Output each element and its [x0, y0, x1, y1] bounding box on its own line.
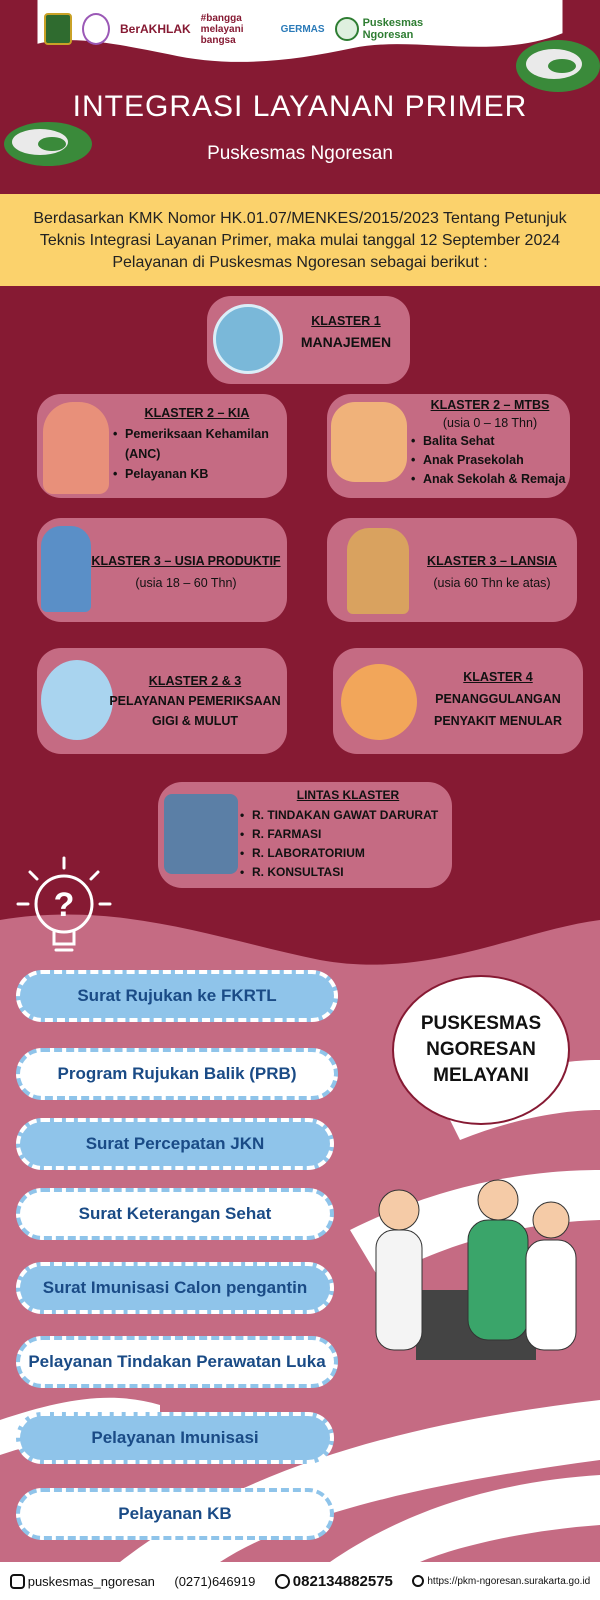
phone-number: (0271)646919	[174, 1573, 256, 1589]
pregnant-couple-illustration-icon	[43, 402, 109, 494]
service-button[interactable]: Pelayanan Imunisasi	[16, 1412, 334, 1464]
intro-text: Berdasarkan KMK Nomor HK.01.07/MENKES/2015/2023 Tentang Petunjuk Teknis Integrasi Layanan Primer, maka mulai tanggal 12 September 2024 Pelayanan di Puskesmas Ngoresan sebagai berikut :	[0, 194, 600, 286]
germas-logo: GERMAS	[280, 23, 325, 35]
list-item: • R. LABORATORIUM	[240, 844, 452, 863]
bubble-line: NGORESAN	[426, 1039, 536, 1060]
speech-bubble	[392, 975, 570, 1125]
cluster-2-kia-card	[37, 394, 287, 498]
cluster-3-elderly-title: KLASTER 3 – LANSIA	[427, 554, 557, 568]
cluster-dental-title: KLASTER 2 & 3	[148, 674, 242, 688]
page-subtitle: Puskesmas Ngoresan	[207, 143, 393, 164]
children-illustration-icon	[331, 402, 407, 482]
footer-instagram[interactable]	[10, 1574, 155, 1589]
solo-logo-icon	[82, 13, 110, 45]
cluster-3-productive-subtitle: (usia 18 – 60 Thn)	[135, 576, 237, 590]
bubble-line: MELAYANI	[433, 1065, 529, 1086]
logo-row	[44, 8, 484, 50]
puskesmas-cross-icon	[335, 17, 359, 41]
cluster-3-productive-title: KLASTER 3 – USIA PRODUKTIF	[91, 554, 281, 568]
cluster-dental-subtitle: GIGI & MULUT	[151, 714, 239, 728]
globe-icon	[412, 1575, 424, 1587]
service-button[interactable]: Surat Percepatan JKN	[16, 1118, 334, 1170]
whatsapp-icon	[275, 1574, 290, 1589]
website-url: https://pkm-ngoresan.surakarta.go.id	[427, 1575, 591, 1587]
footer-website[interactable]	[412, 1575, 590, 1587]
service-button[interactable]: Pelayanan Tindakan Perawatan Luka	[16, 1336, 338, 1388]
cross-cluster-card	[158, 782, 452, 888]
berakhlak-logo: BerAKHLAK	[120, 22, 191, 36]
instagram-handle: puskesmas_ngoresan	[27, 1573, 155, 1589]
cluster-2-mtbs-list	[411, 432, 569, 489]
cluster-4-subtitle: PENYAKIT MENULAR	[433, 714, 563, 728]
question-bulb-icon	[14, 852, 114, 962]
list-item: • Balita Sehat	[411, 432, 569, 451]
footer-phone[interactable]	[174, 1574, 255, 1589]
surakarta-seal-icon	[44, 13, 72, 45]
cluster-dental-card	[37, 648, 287, 754]
puskesmas-logo: Puskesmas Ngoresan	[335, 17, 415, 41]
management-illustration-icon	[213, 304, 283, 374]
bubble-line: PUSKESMAS	[420, 1013, 542, 1034]
dental-illustration-icon	[41, 660, 113, 740]
service-button[interactable]: Surat Rujukan ke FKRTL	[16, 970, 338, 1022]
list-item: • R. TINDAKAN GAWAT DARURAT	[240, 806, 452, 825]
cluster-3-productive-card	[37, 518, 287, 622]
cluster-2-mtbs-card	[327, 394, 570, 498]
page-title: INTEGRASI LAYANAN PRIMER	[72, 90, 528, 123]
cluster-1-card	[207, 296, 410, 384]
list-item: • Anak Sekolah & Remaja	[411, 470, 569, 489]
service-button[interactable]: Surat Imunisasi Calon pengantin	[16, 1262, 334, 1314]
cross-cluster-list	[240, 806, 452, 882]
list-item: • Pelayanan KB	[113, 464, 285, 484]
list-item: • Pemeriksaan Kehamilan (ANC)	[113, 424, 285, 464]
list-item: • Anak Prasekolah	[411, 451, 569, 470]
service-button[interactable]: Program Rujukan Balik (PRB)	[16, 1048, 338, 1100]
cluster-4-subtitle: PENANGGULANGAN	[435, 692, 561, 706]
svg-text:?: ?	[53, 886, 75, 924]
hospital-room-illustration-icon	[164, 794, 238, 874]
cluster-3-elderly-card	[327, 518, 577, 622]
whatsapp-number: 082134882575	[292, 1572, 393, 1590]
cluster-1-title: KLASTER 1	[311, 314, 381, 328]
virus-illustration-icon	[341, 664, 417, 740]
instagram-icon	[10, 1574, 25, 1589]
adult-couple-illustration-icon	[41, 526, 91, 612]
footer-whatsapp[interactable]	[275, 1573, 393, 1590]
cluster-4-title: KLASTER 4	[463, 670, 533, 684]
list-item: • R. KONSULTASI	[240, 863, 452, 882]
cluster-2-mtbs-title: KLASTER 2 – MTBS	[430, 398, 550, 412]
cluster-dental-subtitle: PELAYANAN PEMERIKSAAN	[109, 694, 281, 708]
footer	[0, 1562, 600, 1600]
list-item: • R. FARMASI	[240, 825, 452, 844]
cluster-2-kia-list	[113, 424, 285, 484]
cluster-1-subtitle: MANAJEMEN	[300, 334, 392, 350]
cluster-2-mtbs-subtitle: (usia 0 – 18 Thn)	[442, 416, 538, 430]
cluster-2-kia-title: KLASTER 2 – KIA	[144, 406, 250, 420]
health-workers-illustration-icon	[356, 1170, 596, 1370]
cluster-3-elderly-subtitle: (usia 60 Thn ke atas)	[433, 576, 551, 590]
service-button[interactable]: Surat Keterangan Sehat	[16, 1188, 334, 1240]
service-button[interactable]: Pelayanan KB	[16, 1488, 334, 1540]
cross-cluster-title: LINTAS KLASTER	[296, 788, 400, 802]
cluster-4-card	[333, 648, 583, 754]
bangga-melayani-logo: #bangga melayani bangsa	[200, 12, 244, 46]
elderly-couple-illustration-icon	[347, 528, 409, 614]
